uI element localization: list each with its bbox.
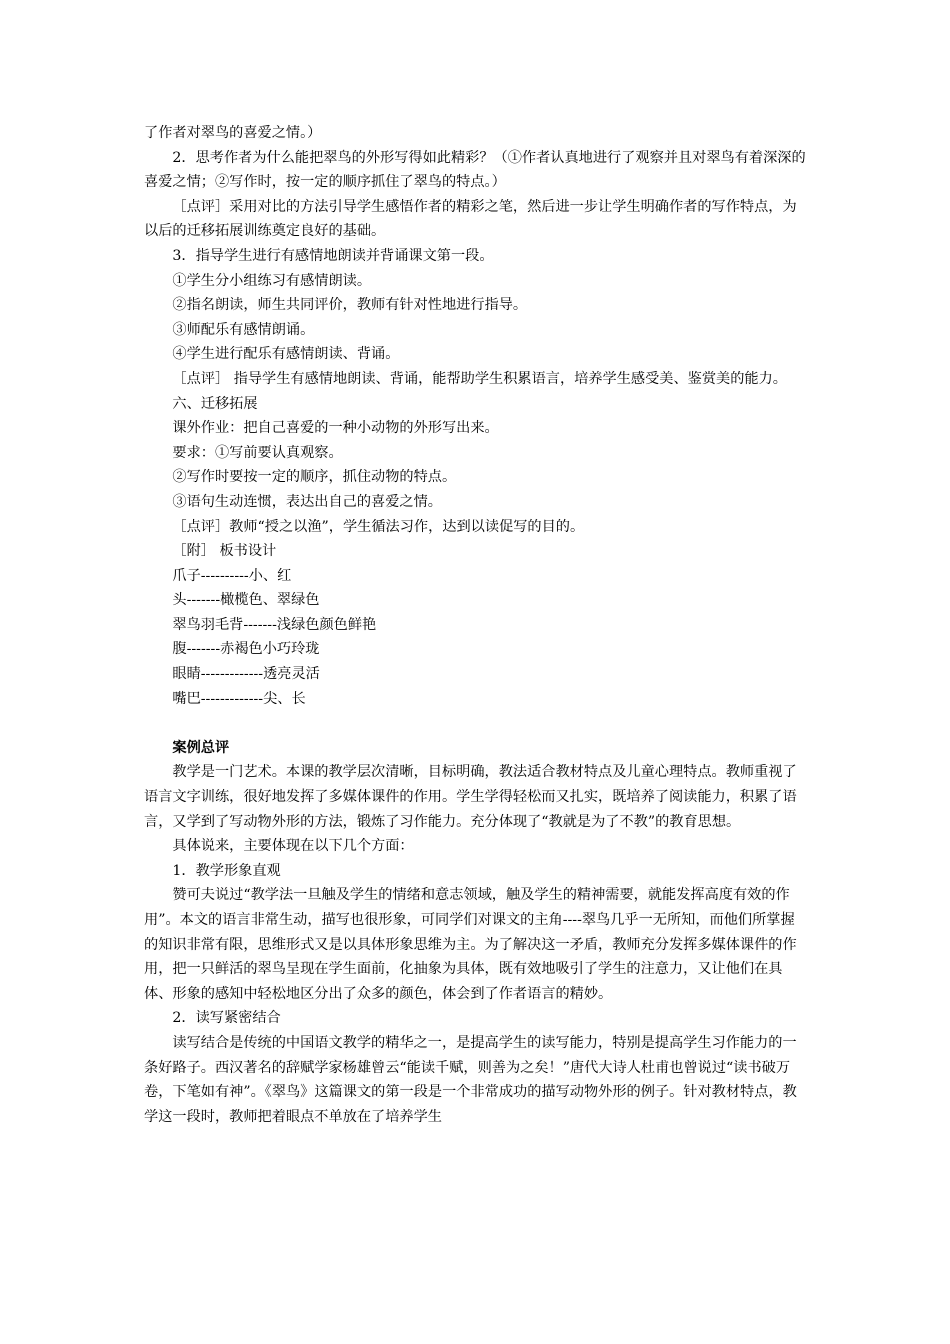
paragraph: 2．思考作者为什么能把翠鸟的外形写得如此精彩？（①作者认真地进行了观察并且对翠鸟有着深深的喜爱之情；②写作时，按一定的顺序抓住了翠鸟的特点。） [144, 149, 806, 191]
paragraph: 六、迁移拓展 [172, 395, 258, 412]
section-spacer [144, 711, 808, 736]
paragraph: ③师配乐有感情朗诵。 [172, 321, 315, 338]
document-body [144, 121, 808, 1129]
paragraph: 读写结合是传统的中国语文教学的精华之一，是提高学生的读写能力，特别是提高学生习作能力的一条好路子。西汉著名的辞赋学家杨雄曾云“能读千赋，则善为之矣！”唐代大诗人杜甫也曾说过“读书破万卷，下笔如有神”。《翠鸟》这篇课文的第一段是一个非常成功的描写动物外形的例子。针对教材特点，教学这一段时，教师把着眼点不单放在了培养学生 [144, 1034, 797, 1125]
paragraph: 1．教学形象直观 [172, 862, 281, 879]
paragraph: ②写作时要按一定的顺序，抓住动物的特点。 [172, 469, 457, 486]
lesson-plan-section [144, 121, 808, 711]
paragraph: ［点评］采用对比的方法引导学生感悟作者的精彩之笔，然后进一步让学生明确作者的写作特点，为以后的迁移拓展训练奠定良好的基础。 [144, 198, 797, 240]
paragraph: 教学是一门艺术。本课的教学层次清晰，目标明确，教法适合教材特点及儿童心理特点。教师重视了语言文字训练，很好地发挥了多媒体课件的作用。学生学得轻松而又扎实，既培养了阅读能力，积累了语言，又学到了写动物外形的方法，锻炼了习作能力。充分体现了“教就是为了不教”的教育思想。 [144, 764, 797, 830]
paragraph: 了作者对翠鸟的喜爱之情。） [144, 125, 322, 141]
paragraph: 要求：①写前要认真观察。 [172, 444, 343, 461]
paragraph: 嘴巴-------------尖、长 [172, 690, 306, 707]
paragraph: 3．指导学生进行有感情地朗读并背诵课文第一段。 [172, 247, 494, 264]
paragraph: ①学生分小组练习有感情朗读。 [172, 272, 372, 289]
paragraph: 腹-------赤褐色小巧玲珑 [172, 641, 320, 658]
paragraph: ③语句生动连惯，表达出自己的喜爱之情。 [172, 493, 442, 510]
paragraph: ［点评］ 指导学生有感情地朗读、背诵，能帮助学生积累语言，培养学生感受美、鉴赏美的能力。 [172, 370, 787, 387]
paragraph: ④学生进行配乐有感情朗读、背诵。 [172, 346, 400, 363]
paragraph: 2．读写紧密结合 [172, 1010, 281, 1027]
paragraph: 头-------橄榄色、翠绿色 [172, 592, 320, 609]
summary-section [144, 760, 808, 1129]
paragraph: 爪子----------小、红 [172, 567, 292, 584]
paragraph: 赞可夫说过“教学法一旦触及学生的情绪和意志领域，触及学生的精神需要，就能发挥高度有效的作用”。本文的语言非常生动，描写也很形象，可同学们对课文的主角----翠鸟几乎一无所知，而他们所掌握的知识非常有限，思维形式又是以具体形象思维为主。为了解决这一矛盾，教师充分发挥多媒体课件的作用，把一只鲜活的翠鸟呈现在学生面前，化抽象为具体，既有效地吸引了学生的注意力，又让他们在具体、形象的感知中轻松地区分出了众多的颜色，体会到了作者语言的精妙。 [144, 887, 797, 1002]
summary-heading: 案例总评 [172, 739, 230, 756]
paragraph: 翠鸟羽毛背-------浅绿色颜色鲜艳 [172, 616, 377, 633]
paragraph: 课外作业：把自己喜爱的一种小动物的外形写出来。 [172, 420, 499, 437]
paragraph: ［附］ 板书设计 [172, 543, 277, 560]
paragraph: 眼睛-------------透亮灵活 [172, 666, 320, 683]
paragraph: 具体说来，主要体现在以下几个方面： [172, 838, 414, 855]
paragraph: ［点评］教师“授之以渔”，学生循法习作，达到以读促写的目的。 [172, 518, 585, 535]
paragraph: ②指名朗读，师生共同评价，教师有针对性地进行指导。 [172, 297, 528, 314]
